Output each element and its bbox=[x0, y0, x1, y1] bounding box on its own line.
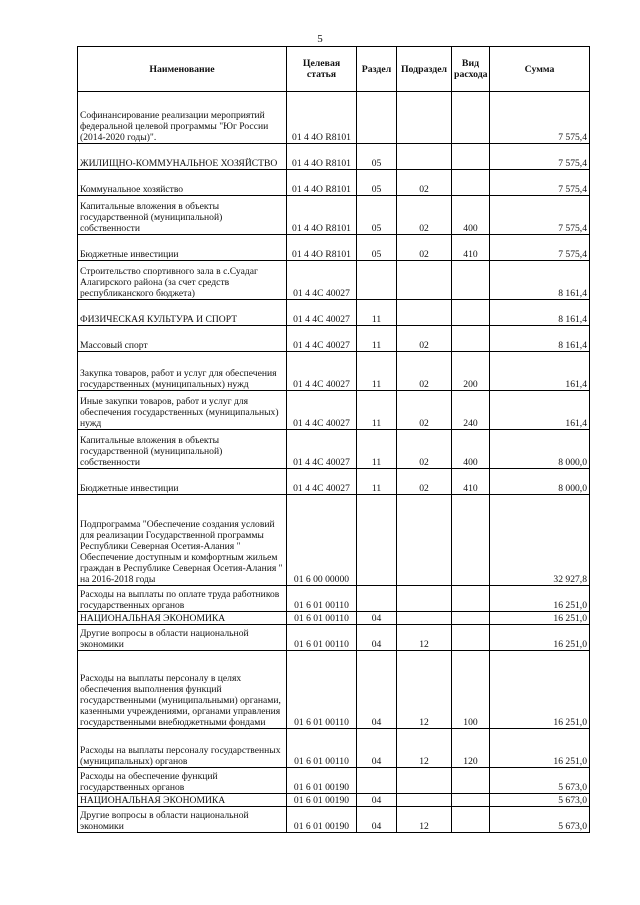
cell-target: 01 4 4О R8101 bbox=[287, 196, 357, 235]
cell-section: 11 bbox=[357, 391, 397, 430]
cell-type: 120 bbox=[452, 729, 490, 768]
cell-name: Расходы на выплаты по оплате труда работников государственных органов bbox=[78, 586, 287, 612]
table-row bbox=[78, 196, 590, 235]
cell-name: НАЦИОНАЛЬНАЯ ЭКОНОМИКА bbox=[78, 794, 287, 807]
table-row bbox=[78, 92, 590, 144]
cell-sum: 16 251,0 bbox=[490, 651, 590, 729]
budget-table bbox=[77, 46, 590, 833]
header-type: Вид расхода bbox=[452, 47, 490, 92]
table-row bbox=[78, 729, 590, 768]
cell-subsection: 02 bbox=[397, 170, 452, 196]
cell-name: Бюджетные инвестиции bbox=[78, 469, 287, 495]
cell-subsection: 02 bbox=[397, 326, 452, 352]
cell-name: Коммунальное хозяйство bbox=[78, 170, 287, 196]
cell-sum: 7 575,4 bbox=[490, 170, 590, 196]
cell-target: 01 4 4О R8101 bbox=[287, 235, 357, 261]
table-row bbox=[78, 261, 590, 300]
cell-type bbox=[452, 807, 490, 833]
cell-subsection bbox=[397, 495, 452, 586]
cell-name: Бюджетные инвестиции bbox=[78, 235, 287, 261]
cell-target: 01 6 01 00110 bbox=[287, 651, 357, 729]
cell-type bbox=[452, 261, 490, 300]
cell-subsection: 12 bbox=[397, 625, 452, 651]
cell-type: 240 bbox=[452, 391, 490, 430]
cell-subsection bbox=[397, 144, 452, 170]
table-row bbox=[78, 625, 590, 651]
cell-type bbox=[452, 300, 490, 326]
cell-subsection: 02 bbox=[397, 196, 452, 235]
cell-target: 01 4 4С 40027 bbox=[287, 391, 357, 430]
cell-sum: 7 575,4 bbox=[490, 196, 590, 235]
cell-section: 05 bbox=[357, 196, 397, 235]
cell-subsection bbox=[397, 261, 452, 300]
cell-sum: 8 000,0 bbox=[490, 430, 590, 469]
cell-target: 01 6 00 00000 bbox=[287, 495, 357, 586]
cell-subsection: 02 bbox=[397, 235, 452, 261]
cell-section: 05 bbox=[357, 144, 397, 170]
cell-name: Софинансирование реализации мероприятий федеральной целевой программы "Юг России (2014-2020 годы)". bbox=[78, 92, 287, 144]
cell-name: Расходы на выплаты персоналу в целях обеспечения выполнения функций государственными (муниципальными) органами, казенными учреждениями, органами управления государственными внебюджетными фондами bbox=[78, 651, 287, 729]
cell-target: 01 6 01 00110 bbox=[287, 586, 357, 612]
cell-subsection bbox=[397, 768, 452, 794]
cell-section bbox=[357, 92, 397, 144]
cell-target: 01 4 4С 40027 bbox=[287, 300, 357, 326]
table-row bbox=[78, 326, 590, 352]
cell-subsection: 12 bbox=[397, 807, 452, 833]
cell-name: Капитальные вложения в объекты государственной (муниципальной) собственности bbox=[78, 430, 287, 469]
cell-target: 01 4 4С 40027 bbox=[287, 469, 357, 495]
cell-section: 11 bbox=[357, 326, 397, 352]
cell-subsection: 02 bbox=[397, 352, 452, 391]
cell-section bbox=[357, 586, 397, 612]
cell-section: 04 bbox=[357, 625, 397, 651]
cell-target: 01 4 4С 40027 bbox=[287, 352, 357, 391]
table-row bbox=[78, 612, 590, 625]
cell-sum: 5 673,0 bbox=[490, 768, 590, 794]
cell-name: Строительство спортивного зала в с.Суадаг Алагирского района (за счет средств республиканского бюджета) bbox=[78, 261, 287, 300]
cell-target: 01 4 4С 40027 bbox=[287, 326, 357, 352]
cell-section bbox=[357, 261, 397, 300]
cell-subsection bbox=[397, 92, 452, 144]
cell-type bbox=[452, 326, 490, 352]
cell-sum: 161,4 bbox=[490, 391, 590, 430]
table-row bbox=[78, 144, 590, 170]
cell-section: 04 bbox=[357, 651, 397, 729]
cell-sum: 7 575,4 bbox=[490, 92, 590, 144]
cell-target: 01 6 01 00110 bbox=[287, 625, 357, 651]
header-sum: Сумма bbox=[490, 47, 590, 92]
cell-type bbox=[452, 586, 490, 612]
cell-name: Другие вопросы в области национальной экономики bbox=[78, 807, 287, 833]
header-target: Целевая статья bbox=[287, 47, 357, 92]
cell-name: Закупка товаров, работ и услуг для обеспечения государственных (муниципальных) нужд bbox=[78, 352, 287, 391]
cell-section bbox=[357, 768, 397, 794]
cell-subsection bbox=[397, 586, 452, 612]
table-row bbox=[78, 586, 590, 612]
cell-sum: 5 673,0 bbox=[490, 794, 590, 807]
table-row bbox=[78, 352, 590, 391]
cell-type: 410 bbox=[452, 469, 490, 495]
cell-sum: 5 673,0 bbox=[490, 807, 590, 833]
table-row bbox=[78, 430, 590, 469]
cell-section: 11 bbox=[357, 430, 397, 469]
cell-sum: 16 251,0 bbox=[490, 625, 590, 651]
table-row bbox=[78, 794, 590, 807]
table-row bbox=[78, 391, 590, 430]
cell-type bbox=[452, 794, 490, 807]
cell-name: ФИЗИЧЕСКАЯ КУЛЬТУРА И СПОРТ bbox=[78, 300, 287, 326]
cell-name: Расходы на обеспечение функций государственных органов bbox=[78, 768, 287, 794]
cell-sum: 161,4 bbox=[490, 352, 590, 391]
cell-sum: 16 251,0 bbox=[490, 612, 590, 625]
cell-target: 01 6 01 00190 bbox=[287, 807, 357, 833]
cell-subsection bbox=[397, 794, 452, 807]
table-header-row bbox=[78, 47, 590, 92]
table-row bbox=[78, 651, 590, 729]
cell-subsection bbox=[397, 300, 452, 326]
cell-name: НАЦИОНАЛЬНАЯ ЭКОНОМИКА bbox=[78, 612, 287, 625]
table-row bbox=[78, 300, 590, 326]
cell-type bbox=[452, 612, 490, 625]
header-section: Раздел bbox=[357, 47, 397, 92]
cell-target: 01 4 4С 40027 bbox=[287, 261, 357, 300]
cell-subsection: 02 bbox=[397, 469, 452, 495]
cell-subsection: 12 bbox=[397, 729, 452, 768]
table-row bbox=[78, 768, 590, 794]
cell-type: 410 bbox=[452, 235, 490, 261]
header-subsection: Подраздел bbox=[397, 47, 452, 92]
cell-sum: 8 161,4 bbox=[490, 261, 590, 300]
cell-type bbox=[452, 92, 490, 144]
cell-sum: 32 927,8 bbox=[490, 495, 590, 586]
cell-target: 01 4 4С 40027 bbox=[287, 430, 357, 469]
cell-sum: 16 251,0 bbox=[490, 586, 590, 612]
cell-name: ЖИЛИЩНО-КОММУНАЛЬНОЕ ХОЗЯЙСТВО bbox=[78, 144, 287, 170]
cell-sum: 16 251,0 bbox=[490, 729, 590, 768]
table-row bbox=[78, 807, 590, 833]
table-row bbox=[78, 235, 590, 261]
table-row bbox=[78, 469, 590, 495]
cell-subsection bbox=[397, 612, 452, 625]
cell-subsection: 02 bbox=[397, 391, 452, 430]
cell-section: 11 bbox=[357, 469, 397, 495]
cell-section: 04 bbox=[357, 794, 397, 807]
header-name: Наименование bbox=[78, 47, 287, 92]
table-row bbox=[78, 170, 590, 196]
cell-name: Массовый спорт bbox=[78, 326, 287, 352]
cell-sum: 8 161,4 bbox=[490, 326, 590, 352]
cell-type bbox=[452, 170, 490, 196]
cell-sum: 7 575,4 bbox=[490, 144, 590, 170]
cell-section: 11 bbox=[357, 300, 397, 326]
cell-name: Подпрограмма "Обеспечение создания условий для реализации Государственной программы Республики Северная Осетия-Алания " Обеспечение доступным и комфортным жильем граждан в Республике Северная Осетия-Алания " на 2016-2018 годы bbox=[78, 495, 287, 586]
cell-section: 04 bbox=[357, 729, 397, 768]
cell-sum: 8 161,4 bbox=[490, 300, 590, 326]
cell-section: 05 bbox=[357, 170, 397, 196]
cell-section: 04 bbox=[357, 807, 397, 833]
cell-section bbox=[357, 495, 397, 586]
cell-target: 01 4 4О R8101 bbox=[287, 92, 357, 144]
cell-type bbox=[452, 495, 490, 586]
cell-name: Другие вопросы в области национальной экономики bbox=[78, 625, 287, 651]
cell-type: 100 bbox=[452, 651, 490, 729]
cell-type: 400 bbox=[452, 196, 490, 235]
cell-sum: 8 000,0 bbox=[490, 469, 590, 495]
cell-sum: 7 575,4 bbox=[490, 235, 590, 261]
cell-subsection: 12 bbox=[397, 651, 452, 729]
cell-target: 01 6 01 00110 bbox=[287, 729, 357, 768]
cell-section: 04 bbox=[357, 612, 397, 625]
cell-section: 05 bbox=[357, 235, 397, 261]
cell-type bbox=[452, 625, 490, 651]
cell-section: 11 bbox=[357, 352, 397, 391]
page-number: 5 bbox=[317, 33, 323, 45]
cell-target: 01 4 4О R8101 bbox=[287, 144, 357, 170]
cell-name: Капитальные вложения в объекты государственной (муниципальной) собственности bbox=[78, 196, 287, 235]
table-row bbox=[78, 495, 590, 586]
cell-target: 01 6 01 00190 bbox=[287, 794, 357, 807]
cell-target: 01 4 4О R8101 bbox=[287, 170, 357, 196]
cell-type: 400 bbox=[452, 430, 490, 469]
cell-type: 200 bbox=[452, 352, 490, 391]
cell-type bbox=[452, 768, 490, 794]
cell-name: Расходы на выплаты персоналу государственных (муниципальных) органов bbox=[78, 729, 287, 768]
cell-type bbox=[452, 144, 490, 170]
cell-target: 01 6 01 00110 bbox=[287, 612, 357, 625]
cell-target: 01 6 01 00190 bbox=[287, 768, 357, 794]
cell-subsection: 02 bbox=[397, 430, 452, 469]
cell-name: Иные закупки товаров, работ и услуг для обеспечения государственных (муниципальных) нужд bbox=[78, 391, 287, 430]
